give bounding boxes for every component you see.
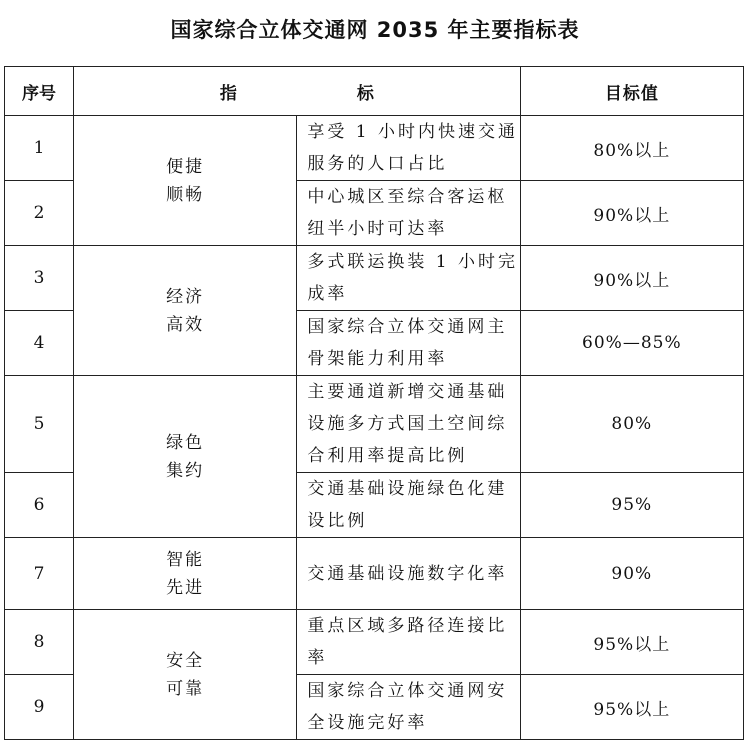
row-target: 95%以上 [520, 610, 743, 675]
header-indicator-a: 指 [219, 83, 237, 104]
row-target: 90% [520, 538, 743, 610]
header-indicator-b: 标 [356, 83, 374, 104]
row-target: 80%以上 [520, 116, 743, 181]
category-line: 安全 [166, 650, 205, 671]
row-no: 4 [5, 311, 74, 376]
category-line: 智能 [166, 549, 205, 570]
row-no: 7 [5, 538, 74, 610]
row-target: 80% [520, 376, 743, 473]
row-indicator: 交通基础设施绿色化建设比例 [297, 473, 520, 538]
category-line: 绿色 [166, 432, 205, 453]
row-indicator: 主要通道新增交通基础设施多方式国土空间综合利用率提高比例 [297, 376, 520, 473]
table-row [5, 246, 744, 311]
row-indicator: 享受 1 小时内快速交通服务的人口占比 [297, 116, 520, 181]
row-target: 95% [520, 473, 743, 538]
category-line: 便捷 [166, 156, 205, 177]
row-indicator: 中心城区至综合客运枢纽半小时可达率 [297, 181, 520, 246]
indicator-table [4, 66, 744, 740]
header-row [5, 67, 744, 116]
table-row [5, 538, 744, 610]
row-indicator: 重点区域多路径连接比率 [297, 610, 520, 675]
header-indicator [74, 67, 521, 116]
row-no: 2 [5, 181, 74, 246]
table-row [5, 610, 744, 675]
table-title: 国家综合立体交通网 2035 年主要指标表 [170, 18, 580, 42]
row-no: 1 [5, 116, 74, 181]
header-target: 目标值 [520, 67, 743, 116]
category-line: 经济 [166, 286, 205, 307]
category-line: 集约 [166, 460, 205, 481]
category-cell [74, 376, 297, 538]
category-cell [74, 610, 297, 740]
row-target: 90%以上 [520, 246, 743, 311]
row-indicator: 多式联运换装 1 小时完成率 [297, 246, 520, 311]
category-line: 高效 [166, 314, 205, 335]
category-line: 先进 [166, 577, 205, 598]
category-cell [74, 246, 297, 376]
category-cell [74, 116, 297, 246]
row-target: 60%—85% [520, 311, 743, 376]
row-indicator: 国家综合立体交通网主骨架能力利用率 [297, 311, 520, 376]
table-row [5, 376, 744, 473]
category-cell [74, 538, 297, 610]
row-no: 3 [5, 246, 74, 311]
row-indicator: 国家综合立体交通网安全设施完好率 [297, 675, 520, 740]
category-line: 顺畅 [166, 184, 205, 205]
table-row [5, 116, 744, 181]
row-no: 6 [5, 473, 74, 538]
row-indicator: 交通基础设施数字化率 [297, 538, 520, 610]
header-no: 序号 [5, 67, 74, 116]
row-no: 8 [5, 610, 74, 675]
row-target: 90%以上 [520, 181, 743, 246]
category-line: 可靠 [166, 678, 205, 699]
row-target: 95%以上 [520, 675, 743, 740]
row-no: 5 [5, 376, 74, 473]
row-no: 9 [5, 675, 74, 740]
